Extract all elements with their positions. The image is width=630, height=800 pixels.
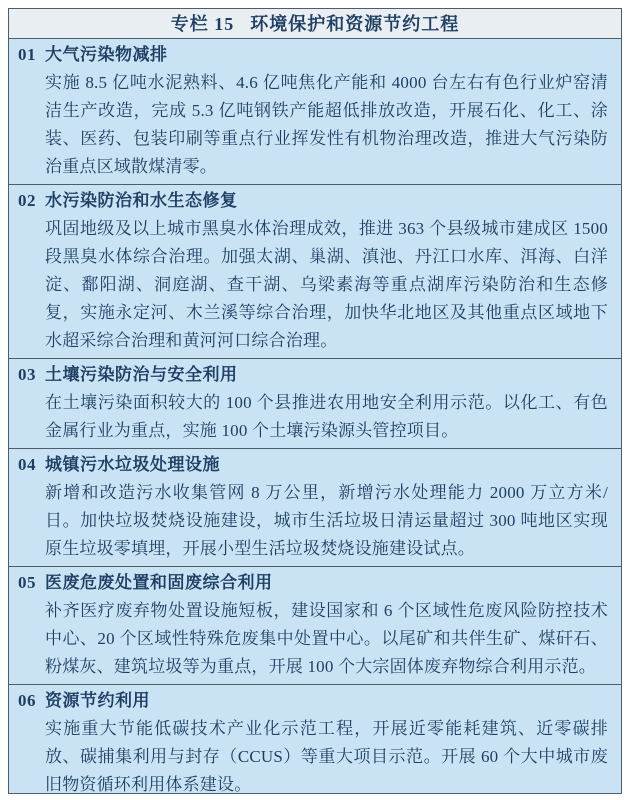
- section-soil-pollution: [9, 359, 621, 449]
- section-heading: 医废危废处置和固废综合利用: [45, 573, 273, 592]
- section-heading-row: [18, 687, 608, 715]
- section-number: 05: [18, 573, 36, 592]
- section-number: 02: [18, 191, 36, 210]
- section-body: 在土壤污染面积较大的 100 个县推进农用地安全利用示范。以化工、有色金属行业为重点，实施 100 个土壤污染源头管控项目。: [45, 393, 608, 440]
- box-title: [9, 9, 621, 39]
- box-title-text: 环境保护和资源节约工程: [250, 14, 460, 34]
- section-heading: 大气污染物减排: [45, 45, 168, 64]
- section-body: 实施 8.5 亿吨水泥熟料、4.6 亿吨焦化产能和 4000 台左右有色行业炉窑清洁生产改造，完成 5.3 亿吨钢铁产能超低排放改造，开展石化、化工、涂装、医药、包装印刷等重点行业挥发性有机物治理改造，推进大气污染防治重点区域散煤清零。: [45, 73, 608, 176]
- section-heading: 城镇污水垃圾处理设施: [45, 455, 220, 474]
- section-heading-row: [18, 187, 608, 215]
- section-number: 06: [18, 691, 36, 710]
- section-water-pollution: [9, 185, 621, 359]
- section-sewage-waste-facilities: [9, 449, 621, 567]
- section-body: 新增和改造污水收集管网 8 万公里，新增污水处理能力 2000 万立方米/日。加快垃圾焚烧设施建设，城市生活垃圾日清运量超过 300 吨地区实现原生垃圾零填埋，开展小型生活垃圾焚烧设施建设试点。: [45, 483, 608, 558]
- box-title-prefix: 专栏 15: [170, 14, 235, 34]
- section-heading-row: [18, 41, 608, 69]
- section-body: 巩固地级及以上城市黑臭水体治理成效，推进 363 个县级城市建成区 1500 段黑臭水体综合治理。加强太湖、巢湖、滇池、丹江口水库、洱海、白洋淀、鄱阳湖、洞庭湖、查干湖、乌梁素海等重点湖库污染防治和生态修复，实施永定河、木兰溪等综合治理，加快华北地区及其他重点区域地下水超采综合治理和黄河河口综合治理。: [45, 219, 608, 350]
- section-number: 01: [18, 45, 36, 64]
- section-hazardous-waste: [9, 567, 621, 685]
- section-number: 03: [18, 365, 36, 384]
- section-heading: 土壤污染防治与安全利用: [45, 365, 238, 384]
- section-air-pollution: [9, 39, 621, 185]
- section-heading: 资源节约利用: [45, 691, 150, 710]
- section-body: 实施重大节能低碳技术产业化示范工程，开展近零能耗建筑、近零碳排放、碳捕集利用与封存（CCUS）等重大项目示范。开展 60 个大中城市废旧物资循环利用体系建设。: [45, 719, 608, 794]
- section-heading-row: [18, 569, 608, 597]
- section-body: 补齐医疗废弃物处置设施短板，建设国家和 6 个区域性危废风险防控技术中心、20 个区域性特殊危废集中处置中心。以尾矿和共伴生矿、煤矸石、粉煤灰、建筑垃圾等为重点，开展 100 个大宗固体废弃物综合利用示范。: [45, 601, 608, 676]
- section-heading-row: [18, 361, 608, 389]
- section-heading: 水污染防治和水生态修复: [45, 191, 238, 210]
- box-panel: [8, 8, 622, 794]
- section-number: 04: [18, 455, 36, 474]
- section-resource-conservation: [9, 685, 621, 794]
- section-heading-row: [18, 451, 608, 479]
